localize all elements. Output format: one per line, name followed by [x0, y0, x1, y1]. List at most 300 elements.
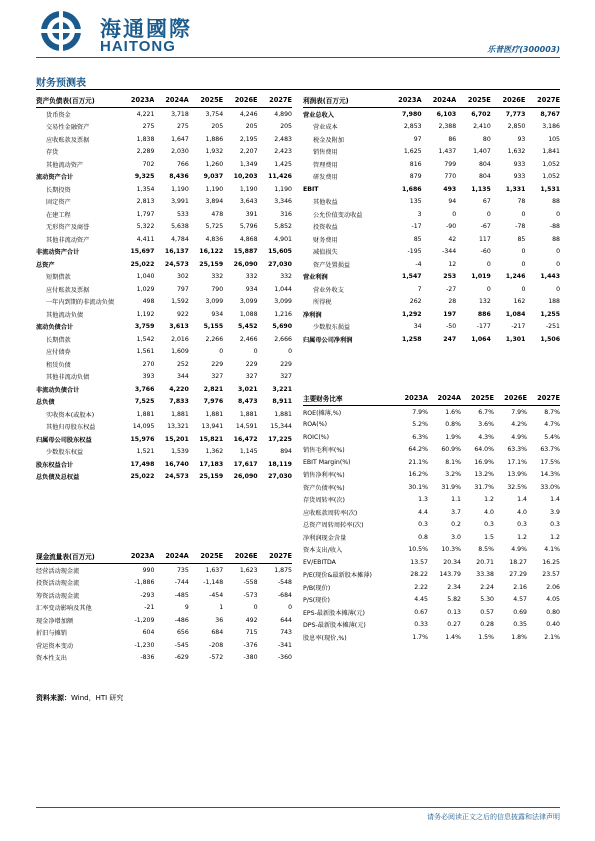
row-value: -558 — [243, 579, 258, 587]
row-value: 1 — [219, 604, 224, 612]
row-label: 研发费用 — [313, 174, 338, 182]
year-header: 2023A — [120, 92, 154, 108]
row-value: 302 — [176, 273, 189, 281]
row-label: 销售毛利率(%) — [303, 447, 345, 455]
row-value: 1.9% — [445, 433, 461, 441]
row-value: 15,344 — [270, 423, 292, 431]
row-value: 5,322 — [136, 223, 155, 231]
row-value: 15,976 — [130, 435, 155, 443]
year-header: 2026E — [223, 92, 257, 108]
table-row — [303, 158, 560, 171]
row-value: -836 — [140, 654, 155, 662]
row-value: -1,230 — [134, 641, 155, 649]
table-title: 主要财务比率 — [303, 390, 395, 406]
table-row — [303, 208, 560, 221]
row-value: -60 — [480, 248, 491, 256]
row-value: -1,148 — [203, 579, 224, 587]
row-value: 3.7 — [451, 508, 461, 516]
row-value: 63.7% — [540, 446, 560, 454]
source-note — [36, 693, 123, 703]
row-value: 1.6% — [445, 408, 461, 416]
row-value: 1,064 — [471, 335, 491, 343]
row-value: 604 — [142, 629, 155, 637]
year-header: 2027E — [258, 548, 292, 564]
row-label: ROA(%) — [303, 421, 328, 429]
row-value: 2,016 — [171, 335, 189, 343]
row-value: 93 — [517, 135, 526, 143]
row-value: 253 — [443, 273, 457, 281]
row-label: 无形资产及商誉 — [46, 224, 90, 232]
table-row — [36, 614, 292, 627]
row-value: 332 — [245, 273, 258, 281]
row-value: -27 — [446, 285, 457, 293]
row-label: 长期借款 — [46, 336, 71, 344]
row-value: 34 — [413, 323, 422, 331]
row-value: 766 — [176, 160, 189, 168]
row-value: 13.2% — [474, 471, 494, 479]
row-value: 2,289 — [136, 148, 155, 156]
row-value: 0 — [253, 348, 258, 356]
row-label: 投资活动现金流 — [36, 580, 80, 588]
row-value: -548 — [277, 579, 292, 587]
row-value: 0.3 — [550, 521, 560, 529]
row-value: -251 — [545, 323, 560, 331]
row-value: 27.29 — [509, 571, 527, 579]
row-value: 28 — [448, 298, 457, 306]
row-value: 933 — [513, 160, 526, 168]
row-label: ROIC(%) — [303, 433, 330, 441]
row-label: 营运资本变动 — [36, 642, 74, 650]
row-label: 资产处置损益 — [313, 261, 351, 269]
table-row — [303, 456, 560, 469]
row-value: 0 — [486, 260, 491, 268]
row-value: -545 — [174, 641, 189, 649]
row-value: 391 — [245, 210, 258, 218]
row-value: 735 — [176, 566, 189, 574]
row-value: 1.3 — [418, 496, 428, 504]
row-label: 其他归母股东权益 — [46, 424, 96, 432]
table-header-row — [303, 92, 560, 108]
row-value: 2.22 — [414, 583, 428, 591]
row-value: 4,246 — [239, 110, 258, 118]
row-value: 0 — [288, 348, 292, 356]
row-value: 1.7% — [412, 633, 428, 641]
row-label: 少数股东权益 — [46, 449, 84, 457]
row-value: 2,388 — [438, 123, 457, 131]
row-value: 17,617 — [233, 460, 258, 468]
section-rule — [36, 89, 560, 90]
row-value: -380 — [243, 654, 258, 662]
row-value: 0.33 — [414, 621, 428, 629]
row-value: 26,090 — [233, 260, 258, 268]
row-value: 2,853 — [403, 123, 422, 131]
row-value: 2,207 — [239, 148, 258, 156]
table-row — [303, 556, 560, 569]
row-value: 117 — [478, 235, 491, 243]
row-value: 6.3% — [412, 433, 428, 441]
row-value: 0.67 — [414, 608, 428, 616]
table-header-row — [303, 390, 560, 406]
row-value: 1,331 — [505, 185, 526, 193]
row-label: 存货 — [46, 149, 59, 157]
row-value: 1,506 — [540, 335, 560, 343]
row-value: 10.5% — [408, 546, 428, 554]
row-value: 18,119 — [268, 460, 292, 468]
row-value: 2,813 — [136, 198, 155, 206]
row-value: 1,260 — [205, 160, 224, 168]
row-value: 3,099 — [205, 298, 224, 306]
row-value: 80 — [482, 135, 491, 143]
row-label: 管理费用 — [313, 161, 338, 169]
row-value: 16.2% — [408, 471, 428, 479]
row-value: 0 — [556, 260, 560, 268]
row-label: 汇率变动影响及其他 — [36, 605, 92, 613]
table-row — [303, 631, 560, 644]
row-value: 1,437 — [438, 148, 457, 156]
row-value: 1,362 — [205, 448, 224, 456]
row-value: 1,623 — [239, 566, 258, 574]
row-value: 4,784 — [171, 235, 189, 243]
table-row — [36, 183, 292, 196]
row-label: 筹资活动现金流 — [36, 592, 80, 600]
row-value: 3,346 — [274, 198, 292, 206]
row-value: 205 — [280, 123, 292, 131]
row-value: 0 — [486, 285, 491, 293]
row-label: 其他流动负债 — [46, 311, 84, 319]
row-value: 1,637 — [205, 566, 224, 574]
row-value: 25,022 — [130, 473, 155, 481]
year-header: 2024A — [422, 92, 457, 108]
table-row — [36, 258, 292, 271]
year-header: 2026E — [223, 548, 257, 564]
row-value: 64.0% — [474, 446, 494, 454]
row-value: 275 — [142, 123, 155, 131]
row-value: 16,137 — [164, 248, 189, 256]
row-value: 804 — [478, 173, 491, 181]
row-value: 229 — [211, 360, 224, 368]
row-value: 2,466 — [239, 335, 258, 343]
row-value: 15,201 — [164, 435, 189, 443]
table-row — [36, 408, 292, 421]
table-row — [36, 296, 292, 309]
row-value: 332 — [280, 273, 292, 281]
row-value: 492 — [245, 616, 258, 624]
row-value: 42 — [448, 235, 457, 243]
table-row — [36, 577, 292, 590]
row-value: 3,766 — [134, 385, 155, 393]
row-value: 894 — [280, 448, 292, 456]
row-value: 36 — [215, 616, 224, 624]
row-value: 934 — [211, 310, 224, 318]
table-row — [303, 519, 560, 532]
row-label: 非流动资产合计 — [36, 249, 80, 257]
brand-name-cn: 海通國際 — [100, 17, 192, 41]
row-value: 8.7% — [544, 408, 560, 416]
row-label: 净利润 — [303, 311, 322, 319]
row-value: 344 — [176, 373, 189, 381]
row-value: 4,411 — [136, 235, 155, 243]
row-value: 7,976 — [203, 398, 224, 406]
row-value: 252 — [176, 360, 189, 368]
row-value: 4,868 — [239, 235, 258, 243]
row-value: 11,426 — [268, 173, 292, 181]
table-row — [303, 221, 560, 234]
row-value: 4.0 — [484, 508, 494, 516]
row-value: 4.4 — [418, 508, 428, 516]
row-value: 8.1% — [445, 458, 461, 466]
row-value: -376 — [243, 641, 258, 649]
row-value: 2,030 — [171, 148, 189, 156]
row-label: 实收资本(或股本) — [46, 411, 95, 419]
row-value: -90 — [446, 223, 457, 231]
row-value: 5,452 — [237, 323, 258, 331]
table-title: 利润表(百万元) — [303, 92, 387, 108]
table-row — [36, 602, 292, 615]
table-header-row — [36, 92, 292, 108]
row-label: 应收账款周转率(次) — [303, 509, 358, 517]
row-label: 少数股东损益 — [313, 324, 351, 332]
row-value: 0 — [288, 604, 292, 612]
row-value: 316 — [280, 210, 292, 218]
row-value: 4,221 — [136, 110, 155, 118]
row-value: 1,932 — [205, 148, 224, 156]
row-value: 327 — [245, 373, 258, 381]
row-value: 33.38 — [476, 571, 494, 579]
row-value: 1,881 — [274, 410, 292, 418]
table-row — [303, 333, 560, 346]
table-row — [36, 158, 292, 171]
row-label: 总资产周转周转率(次) — [303, 522, 364, 530]
row-label: P/S(现价) — [303, 597, 330, 605]
row-value: 1.5 — [484, 533, 494, 541]
row-value: 4.1% — [544, 546, 560, 554]
row-label: 税金及附加 — [313, 136, 344, 144]
row-value: 1,547 — [402, 273, 422, 281]
row-value: 16.25 — [542, 558, 560, 566]
table-header-row — [36, 548, 292, 564]
row-value: 143.79 — [439, 571, 461, 579]
row-value: -217 — [511, 323, 526, 331]
row-value: 67 — [482, 198, 491, 206]
row-value: 27,030 — [268, 260, 292, 268]
row-value: 31.7% — [474, 483, 494, 491]
row-label: 固定资产 — [46, 199, 71, 207]
row-label: 经营活动现金流 — [36, 567, 80, 575]
row-label: 其他非流动资产 — [46, 236, 90, 244]
row-value: 7.9% — [511, 408, 527, 416]
row-value: -629 — [174, 654, 189, 662]
row-value: 0.40 — [546, 621, 560, 629]
row-value: 78 — [517, 198, 526, 206]
row-value: 393 — [142, 373, 155, 381]
row-value: 64.2% — [408, 446, 428, 454]
row-label: 净利润现金含量 — [303, 534, 347, 542]
row-value: 5.2% — [412, 421, 428, 429]
table-row — [36, 246, 292, 259]
row-value: 262 — [409, 298, 422, 306]
row-label: 应付账款及票据 — [46, 286, 90, 294]
table-row — [36, 196, 292, 209]
row-value: 17.1% — [507, 458, 527, 466]
row-label: 应付债券 — [46, 349, 71, 357]
financial-ratios-table — [303, 390, 560, 644]
row-value: -485 — [174, 591, 189, 599]
row-label: 资本性支出 — [36, 655, 67, 663]
haitong-logo-icon — [40, 10, 82, 52]
row-value: 3,718 — [171, 110, 189, 118]
table-row — [36, 471, 292, 484]
row-value: 1,088 — [239, 310, 258, 318]
row-value: 24,573 — [164, 260, 189, 268]
row-value: 0 — [452, 210, 457, 218]
row-value: -684 — [277, 591, 292, 599]
row-label: P/E(现价&最新股本摊薄) — [303, 572, 372, 580]
row-value: 1,647 — [171, 135, 189, 143]
year-header: 2023A — [387, 92, 422, 108]
table-row — [303, 594, 560, 607]
row-value: 0 — [219, 348, 224, 356]
row-label: 货币资金 — [46, 111, 71, 119]
balance-sheet-table — [36, 92, 292, 483]
row-value: 1,875 — [274, 566, 292, 574]
row-label: 归属母公司股东权益 — [36, 436, 92, 444]
table-row — [36, 433, 292, 446]
row-value: 6,103 — [436, 110, 457, 118]
row-value: 13.9% — [507, 471, 527, 479]
row-value: 5,796 — [239, 223, 258, 231]
row-value: 3,754 — [205, 110, 224, 118]
row-value: 770 — [444, 173, 457, 181]
table-row — [303, 108, 560, 121]
row-value: 94 — [448, 198, 457, 206]
row-value: 2,821 — [203, 385, 224, 393]
row-value: 2,410 — [473, 123, 491, 131]
row-value: 26,090 — [233, 473, 258, 481]
row-label: 销售费用 — [313, 149, 338, 157]
row-label: 其他收益 — [313, 199, 338, 207]
row-label: 一年内到期的非流动负债 — [46, 299, 115, 307]
row-label: 折旧与摊销 — [36, 630, 67, 638]
row-value: 1.2 — [517, 533, 527, 541]
row-value: 13,321 — [167, 423, 189, 431]
row-value: 797 — [176, 285, 189, 293]
row-value: -88 — [549, 223, 560, 231]
row-value: -744 — [174, 579, 189, 587]
row-value: 10.3% — [441, 546, 461, 554]
row-value: 1,632 — [507, 148, 526, 156]
row-value: 4.3% — [478, 433, 494, 441]
year-header: 2027E — [258, 92, 292, 108]
row-value: 9,037 — [203, 173, 224, 181]
row-value: 1.4% — [445, 633, 461, 641]
row-value: 7,525 — [134, 398, 155, 406]
row-value: 0.8 — [418, 533, 428, 541]
row-label: 其他非流动负债 — [46, 374, 90, 382]
row-value: 1,246 — [505, 273, 526, 281]
row-value: 1,292 — [402, 310, 422, 318]
row-value: 0 — [521, 260, 526, 268]
row-value: 0.69 — [513, 608, 527, 616]
row-label: 投资收益 — [313, 224, 338, 232]
row-value: 13.57 — [410, 558, 428, 566]
row-value: 63.3% — [507, 446, 527, 454]
row-value: 3,221 — [272, 385, 292, 393]
row-label: ROE(摊薄,%) — [303, 409, 342, 417]
table-row — [36, 233, 292, 246]
table-row — [303, 271, 560, 284]
row-value: -1,209 — [134, 616, 155, 624]
row-label: 长期投资 — [46, 186, 71, 194]
row-value: 3.9 — [550, 508, 560, 516]
row-value: 7,833 — [169, 398, 189, 406]
row-value: 804 — [478, 160, 491, 168]
row-value: 0.2 — [451, 521, 461, 529]
row-value: 715 — [245, 629, 258, 637]
row-value: 10,203 — [233, 173, 258, 181]
row-label: 存货周转率(次) — [303, 497, 345, 505]
row-value: 1,881 — [171, 410, 189, 418]
row-value: 3.0 — [451, 533, 461, 541]
row-value: 702 — [142, 160, 155, 168]
row-value: 1,592 — [171, 298, 189, 306]
row-value: 9 — [184, 604, 189, 612]
row-label: 财务费用 — [313, 236, 338, 244]
table-row — [36, 639, 292, 652]
row-value: 270 — [142, 360, 155, 368]
source-text: Wind，HTI 研究 — [71, 694, 124, 702]
row-value: 88 — [552, 235, 560, 243]
row-value: 0 — [486, 210, 491, 218]
row-value: 0.3 — [517, 521, 527, 529]
row-value: 1,192 — [136, 310, 155, 318]
income-statement-table — [303, 92, 560, 346]
row-value: 4,890 — [274, 110, 292, 118]
row-value: 3,643 — [239, 198, 258, 206]
header-rule — [36, 57, 560, 58]
row-value: 31.9% — [441, 483, 461, 491]
row-value: 3,613 — [169, 323, 189, 331]
row-value: 990 — [142, 566, 155, 574]
row-value: 85 — [517, 235, 526, 243]
row-value: 743 — [280, 629, 292, 637]
row-value: 1,561 — [136, 348, 155, 356]
row-value: 105 — [548, 135, 560, 143]
row-value: 0 — [556, 285, 560, 293]
row-label: 资本支出/收入 — [303, 547, 343, 555]
row-value: 5,690 — [272, 323, 292, 331]
row-value: 1.5% — [478, 633, 494, 641]
row-value: 1,084 — [505, 310, 526, 318]
row-value: 5,852 — [274, 223, 292, 231]
row-value: 60.9% — [441, 446, 461, 454]
row-label: 交易性金融资产 — [46, 124, 90, 132]
row-value: 5.82 — [447, 596, 461, 604]
row-label: 流动负债合计 — [36, 324, 74, 332]
row-value: 7,980 — [402, 110, 422, 118]
year-header: 2024A — [154, 548, 188, 564]
table-row — [303, 171, 560, 184]
row-value: 1,881 — [205, 410, 224, 418]
row-value: 0 — [521, 210, 526, 218]
row-value: 0.80 — [546, 608, 560, 616]
row-value: -293 — [140, 591, 155, 599]
year-header: 2024A — [154, 92, 188, 108]
row-value: 1,609 — [171, 348, 189, 356]
row-label: 现金净增加额 — [36, 617, 74, 625]
row-value: -4 — [415, 260, 422, 268]
year-header: 2025E — [189, 92, 223, 108]
row-value: 15,887 — [233, 248, 258, 256]
